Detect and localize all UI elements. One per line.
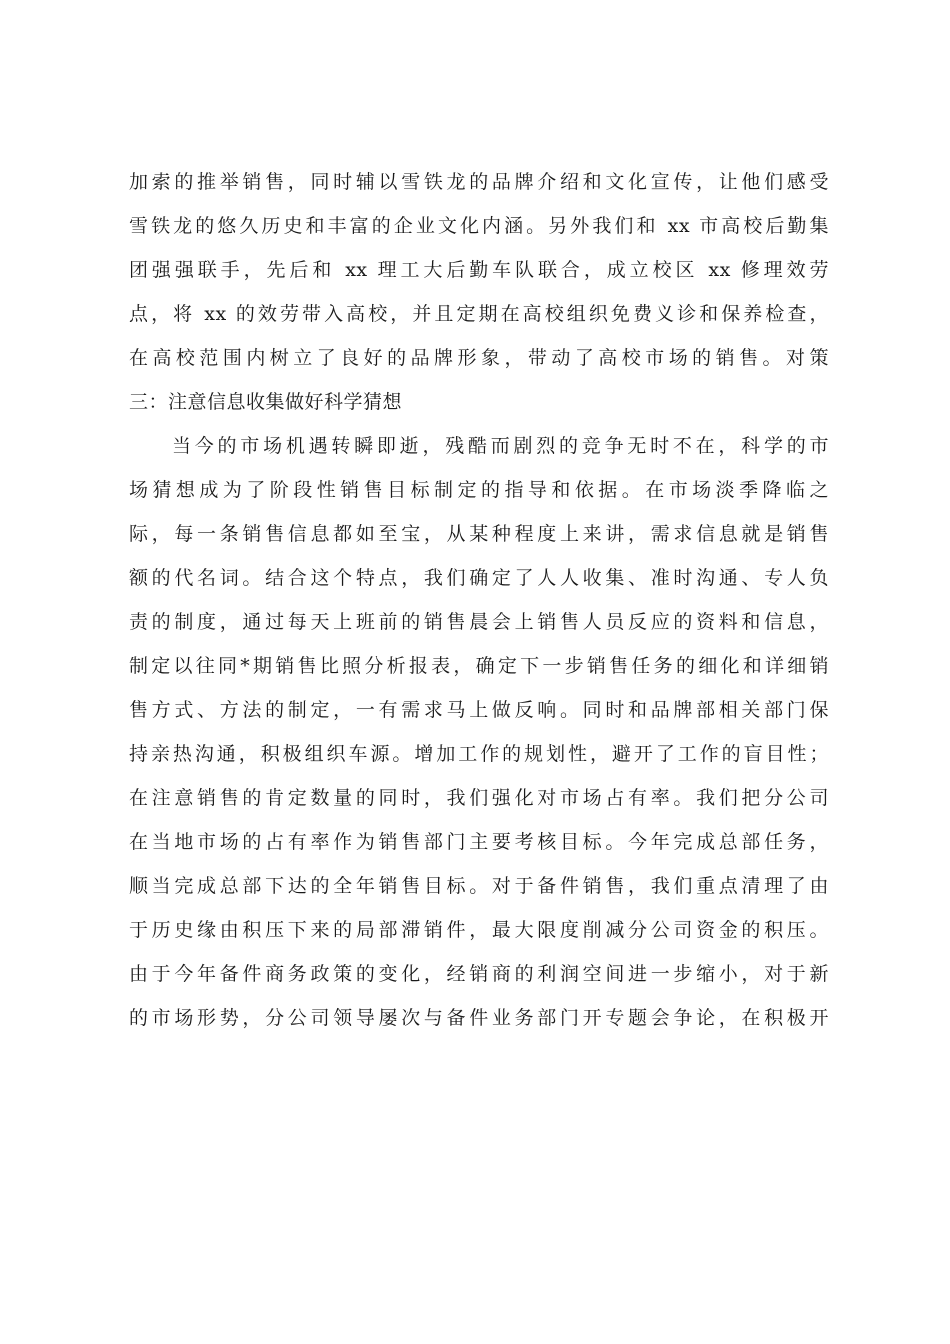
text-line-16: 在当地市场的占有率作为销售部门主要考核目标。今年完成总部任务， bbox=[129, 831, 829, 853]
text-line-2: 雪铁龙的悠久历史和丰富的企业文化内涵。另外我们和 xx 市高校后勤集 bbox=[129, 215, 829, 237]
text-line-17: 顺当完成总部下达的全年销售目标。对于备件销售，我们重点清理了由 bbox=[129, 875, 829, 897]
text-line-9: 际，每一条销售信息都如至宝，从某种程度上来讲，需求信息就是销售 bbox=[129, 523, 829, 545]
paragraph-first-line: 当今的市场机遇转瞬即逝，残酷而剧烈的竞争无时不在，科学的市 bbox=[172, 435, 829, 457]
text-line-5: 在高校范围内树立了良好的品牌形象，带动了高校市场的销售。对策 bbox=[129, 347, 829, 369]
text-line-12: 制定以往同*期销售比照分析报表，确定下一步销售任务的细化和详细销 bbox=[129, 655, 829, 677]
text-line-20: 的市场形势，分公司领导屡次与备件业务部门开专题会争论，在积极开 bbox=[129, 1007, 829, 1029]
text-line-1: 加索的推举销售，同时辅以雪铁龙的品牌介绍和文化宣传，让他们感受 bbox=[129, 171, 829, 193]
text-line-10: 额的代名词。结合这个特点，我们确定了人人收集、准时沟通、专人负 bbox=[129, 567, 829, 589]
text-line-14: 持亲热沟通，积极组织车源。增加工作的规划性，避开了工作的盲目性； bbox=[129, 743, 829, 765]
text-line-8: 场猜想成为了阶段性销售目标制定的指导和依据。在市场淡季降临之 bbox=[129, 479, 829, 501]
text-line-11: 责的制度，通过每天上班前的销售晨会上销售人员反应的资料和信息， bbox=[129, 611, 829, 633]
text-line-4: 点，将 xx 的效劳带入高校，并且定期在高校组织免费义诊和保养检查， bbox=[129, 303, 829, 325]
text-line-3: 团强强联手，先后和 xx 理工大后勤车队联合，成立校区 xx 修理效劳 bbox=[129, 259, 829, 281]
text-line-13: 售方式、方法的制定，一有需求马上做反响。同时和品牌部相关部门保 bbox=[129, 699, 829, 721]
text-line-15: 在注意销售的肯定数量的同时，我们强化对市场占有率。我们把分公司 bbox=[129, 787, 829, 809]
text-line-6: 三：注意信息收集做好科学猜想 bbox=[129, 391, 403, 413]
text-line-19: 由于今年备件商务政策的变化，经销商的利润空间进一步缩小，对于新 bbox=[129, 963, 829, 985]
text-line-18: 于历史缘由积压下来的局部滞销件，最大限度削减分公司资金的积压。 bbox=[129, 919, 829, 941]
